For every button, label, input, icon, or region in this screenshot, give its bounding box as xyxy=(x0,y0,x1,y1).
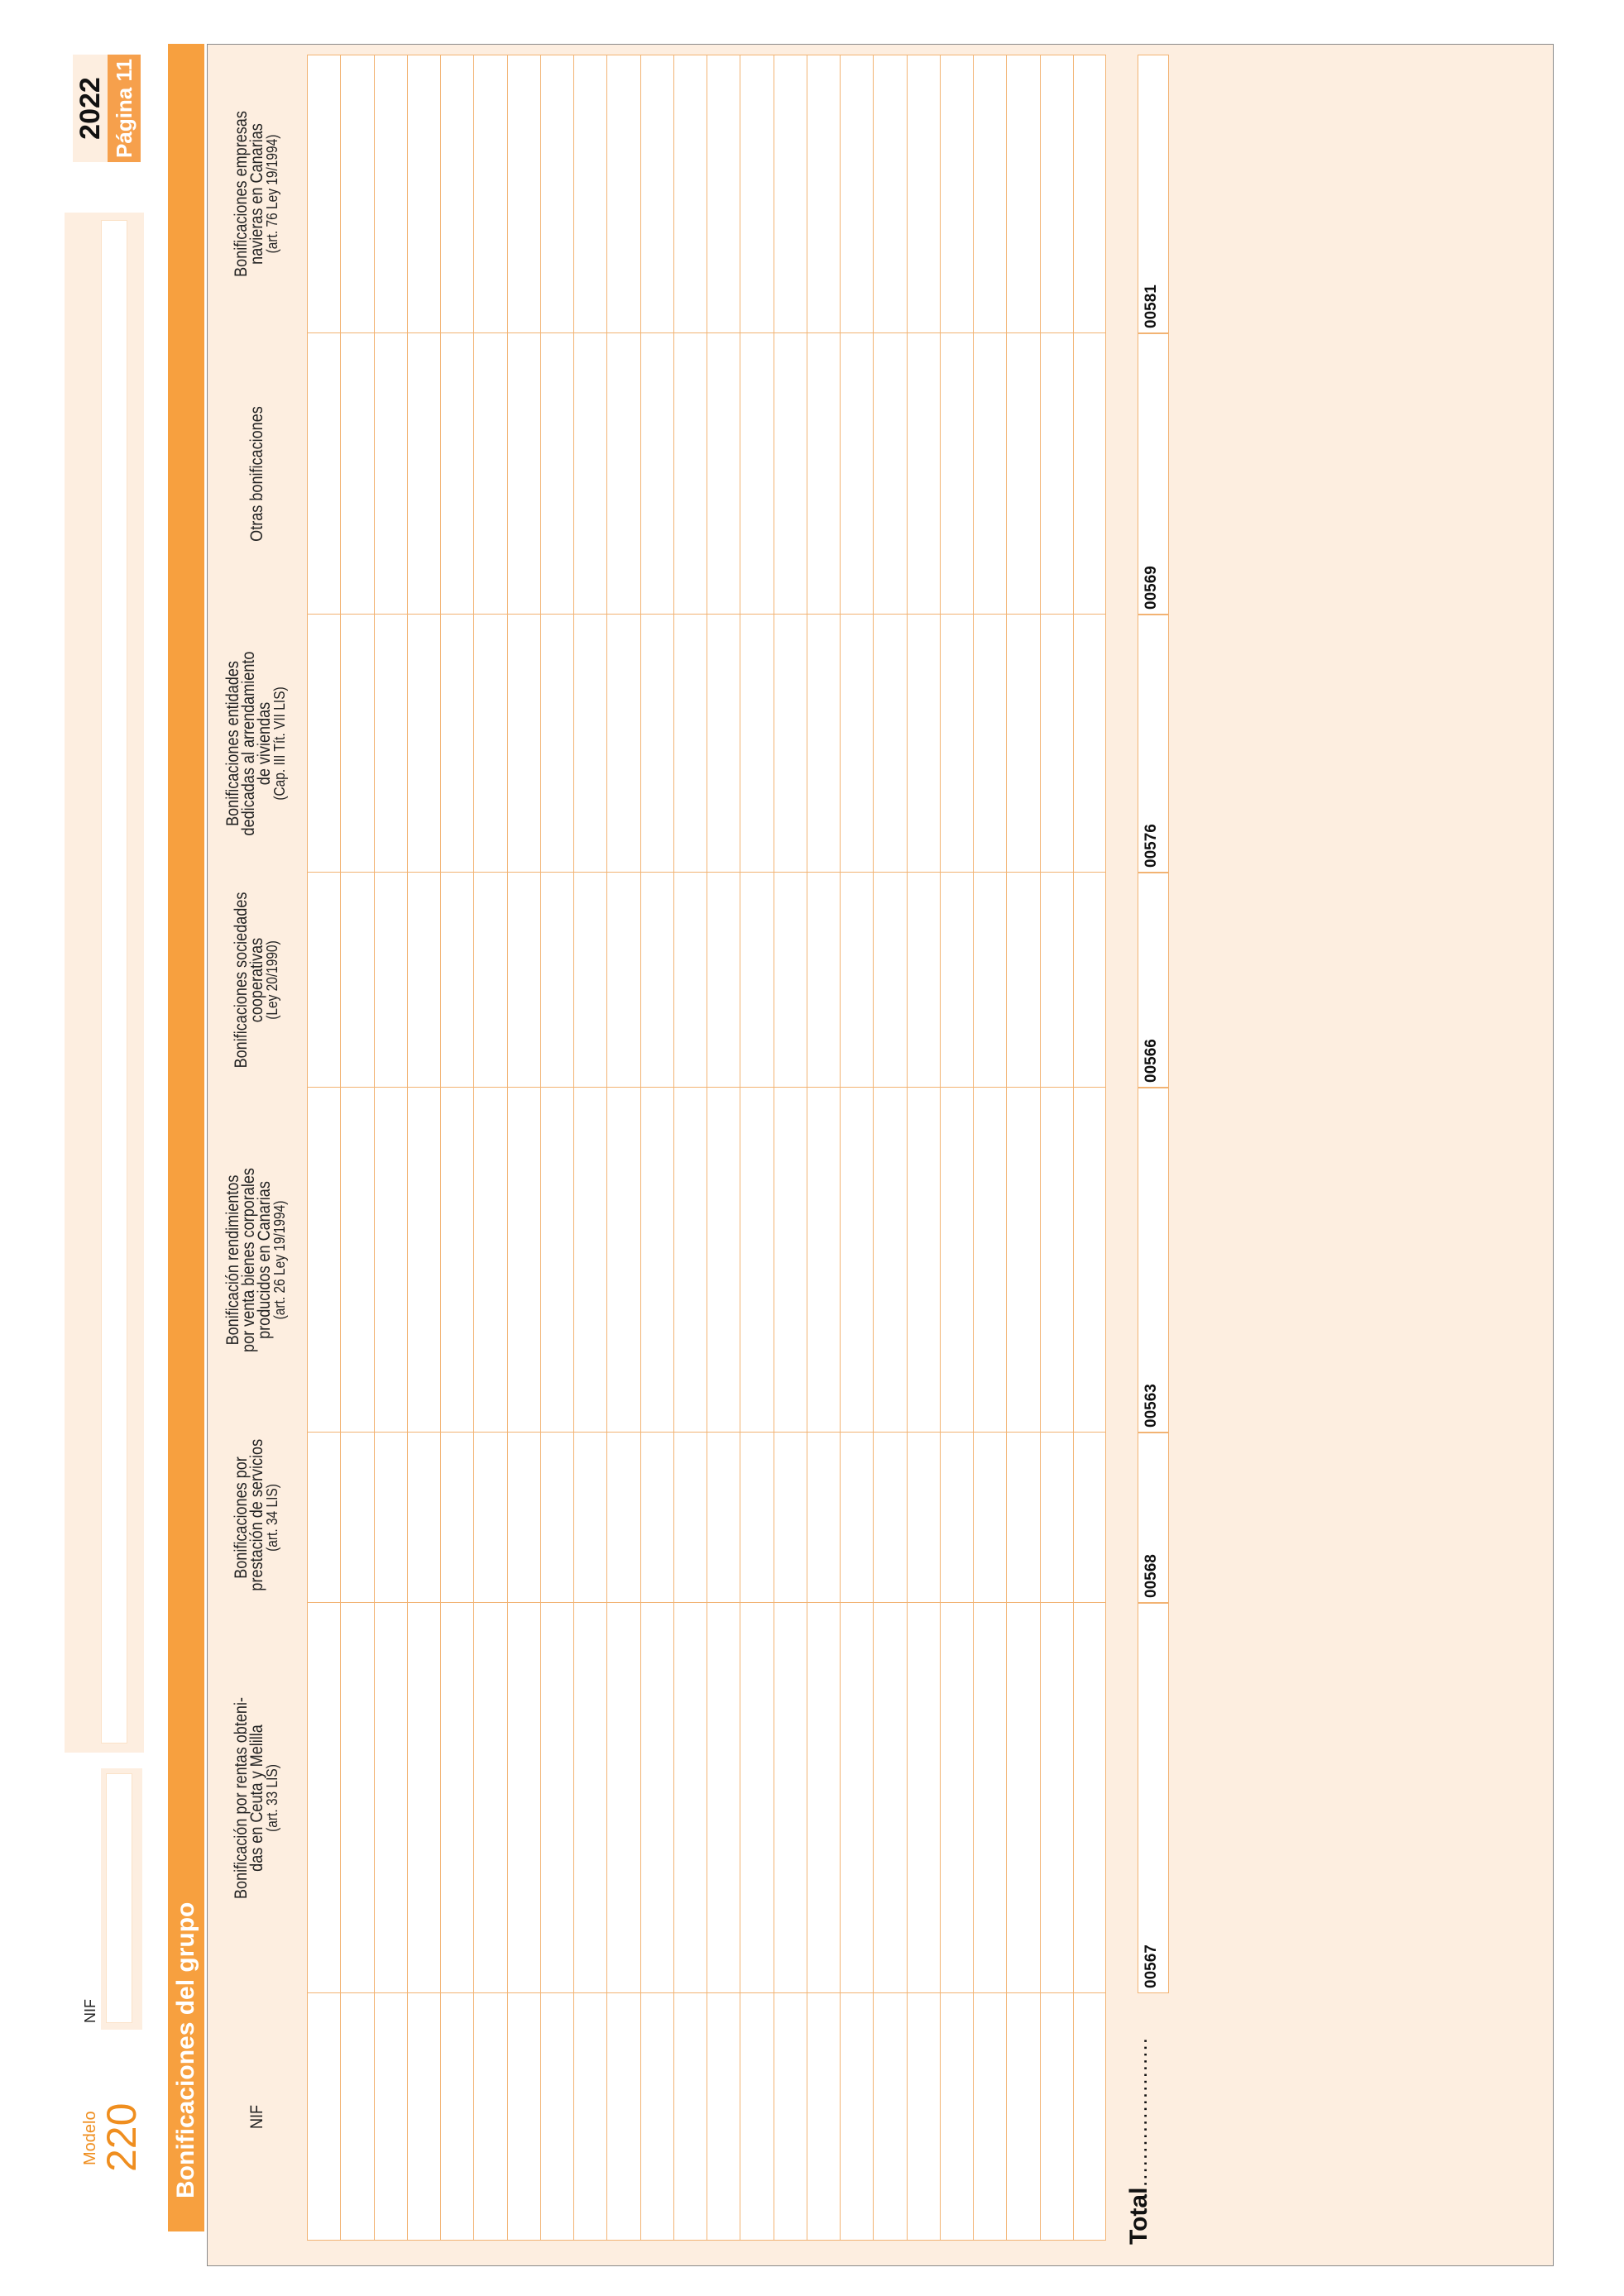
amount-cell[interactable] xyxy=(508,1433,539,1602)
amount-cell[interactable] xyxy=(1007,55,1038,332)
amount-cell[interactable] xyxy=(441,873,472,1087)
nif-cell[interactable] xyxy=(1041,1994,1072,2240)
total-input[interactable] xyxy=(1138,1603,1169,1993)
amount-cell[interactable] xyxy=(774,1433,806,1602)
amount-cell[interactable] xyxy=(474,873,505,1087)
amount-cell[interactable] xyxy=(641,1433,673,1602)
amount-cell[interactable] xyxy=(674,55,706,332)
amount-cell[interactable] xyxy=(1041,1088,1072,1432)
amount-cell[interactable] xyxy=(641,334,673,614)
amount-cell[interactable] xyxy=(674,1433,706,1602)
column-header-reference: (art. 33 LIS) xyxy=(263,1764,280,1832)
amount-cell[interactable] xyxy=(1041,1604,1072,1992)
amount-cell[interactable] xyxy=(508,334,539,614)
amount-cell[interactable] xyxy=(641,873,673,1087)
nif-input[interactable] xyxy=(106,1773,132,2023)
amount-cell[interactable] xyxy=(341,55,372,332)
amount-cell[interactable] xyxy=(574,1088,606,1432)
amount-cell[interactable] xyxy=(441,334,472,614)
amount-cell[interactable] xyxy=(941,334,972,614)
denominacion-input[interactable] xyxy=(101,220,127,1744)
amount-cell[interactable] xyxy=(408,55,439,332)
amount-cell[interactable] xyxy=(607,1604,639,1992)
amount-cell[interactable] xyxy=(641,615,673,872)
nif-label: NIF xyxy=(82,1999,98,2023)
amount-cell[interactable] xyxy=(541,1433,572,1602)
amount-cell[interactable] xyxy=(408,1604,439,1992)
amount-cell[interactable] xyxy=(807,873,839,1087)
amount-cell[interactable] xyxy=(375,1088,406,1432)
amount-cell[interactable] xyxy=(408,873,439,1087)
amount-cell[interactable] xyxy=(641,55,673,332)
amount-cell[interactable] xyxy=(1007,873,1038,1087)
column-header-reference: (art. 76 Ley 19/1994) xyxy=(263,134,280,254)
column-header-reference: (art. 34 LIS) xyxy=(263,1484,280,1552)
amount-cell[interactable] xyxy=(707,1433,739,1602)
column-header-line: navieras en Canarias xyxy=(247,123,266,265)
amount-cell[interactable] xyxy=(807,55,839,332)
amount-cell[interactable] xyxy=(508,1604,539,1992)
column-header xyxy=(225,1112,288,1409)
amount-cell[interactable] xyxy=(874,1604,905,1992)
amount-cell[interactable] xyxy=(1041,615,1072,872)
amount-cell[interactable] xyxy=(941,1433,972,1602)
amount-cell[interactable] xyxy=(441,1604,472,1992)
nif-cell[interactable] xyxy=(1007,1994,1038,2240)
nif-cell[interactable] xyxy=(441,1994,472,2240)
amount-cell[interactable] xyxy=(974,55,1005,332)
amount-cell[interactable] xyxy=(707,1088,739,1432)
amount-cell[interactable] xyxy=(474,1088,505,1432)
amount-cell[interactable] xyxy=(541,873,572,1087)
nif-cell[interactable] xyxy=(607,1994,639,2240)
amount-cell[interactable] xyxy=(308,334,339,614)
nif-cell[interactable] xyxy=(841,1994,872,2240)
column-header xyxy=(225,633,288,854)
amount-cell[interactable] xyxy=(641,1088,673,1432)
nif-cell[interactable] xyxy=(574,1994,606,2240)
section-band xyxy=(168,44,204,2231)
column-header-line: prestación de servicios xyxy=(247,1438,266,1591)
amount-cell[interactable] xyxy=(508,615,539,872)
amount-cell[interactable] xyxy=(574,873,606,1087)
amount-cell[interactable] xyxy=(408,1433,439,1602)
amount-cell[interactable] xyxy=(541,55,572,332)
amount-cell[interactable] xyxy=(707,334,739,614)
amount-cell[interactable] xyxy=(740,334,772,614)
amount-cell[interactable] xyxy=(908,1088,939,1432)
amount-cell[interactable] xyxy=(974,1088,1005,1432)
amount-cell[interactable] xyxy=(941,1088,972,1432)
nif-cell[interactable] xyxy=(641,1994,673,2240)
amount-cell[interactable] xyxy=(441,615,472,872)
amount-cell[interactable] xyxy=(707,873,739,1087)
year-text: 2022 xyxy=(74,77,106,140)
amount-cell[interactable] xyxy=(874,615,905,872)
amount-cell[interactable] xyxy=(1074,1433,1105,1602)
amount-cell[interactable] xyxy=(441,55,472,332)
amount-cell[interactable] xyxy=(441,1433,472,1602)
amount-cell[interactable] xyxy=(707,55,739,332)
amount-cell[interactable] xyxy=(774,615,806,872)
amount-cell[interactable] xyxy=(607,1088,639,1432)
amount-cell[interactable] xyxy=(941,1604,972,1992)
amount-cell[interactable] xyxy=(375,1604,406,1992)
amount-cell[interactable] xyxy=(974,1433,1005,1602)
amount-cell[interactable] xyxy=(341,873,372,1087)
amount-cell[interactable] xyxy=(541,1604,572,1992)
column-header-line: producidos en Canarias xyxy=(255,1181,274,1339)
amount-cell[interactable] xyxy=(841,55,872,332)
total-code: 00566 xyxy=(1143,1039,1160,1083)
amount-cell[interactable] xyxy=(474,1604,505,1992)
amount-cell[interactable] xyxy=(574,1604,606,1992)
amount-cell[interactable] xyxy=(841,615,872,872)
amount-cell[interactable] xyxy=(308,873,339,1087)
amount-cell[interactable] xyxy=(874,334,905,614)
amount-cell[interactable] xyxy=(674,1604,706,1992)
amount-cell[interactable] xyxy=(474,1433,505,1602)
nif-cell[interactable] xyxy=(375,1994,406,2240)
amount-cell[interactable] xyxy=(1074,1088,1105,1432)
amount-cell[interactable] xyxy=(807,1433,839,1602)
column-header xyxy=(249,2011,265,2223)
amount-cell[interactable] xyxy=(474,334,505,614)
amount-cell[interactable] xyxy=(841,334,872,614)
amount-cell[interactable] xyxy=(941,55,972,332)
column-header-line: Bonificaciones entidades xyxy=(223,661,242,826)
amount-cell[interactable] xyxy=(674,873,706,1087)
nif-cell[interactable] xyxy=(341,1994,372,2240)
amount-cell[interactable] xyxy=(674,615,706,872)
amount-cell[interactable] xyxy=(740,1433,772,1602)
nif-cell[interactable] xyxy=(908,1994,939,2240)
amount-cell[interactable] xyxy=(841,1088,872,1432)
amount-cell[interactable] xyxy=(874,55,905,332)
amount-cell[interactable] xyxy=(941,615,972,872)
modelo-label: Modelo xyxy=(81,2111,99,2165)
amount-cell[interactable] xyxy=(841,873,872,1087)
total-label: Total xyxy=(1125,2187,1152,2245)
amount-cell[interactable] xyxy=(674,1088,706,1432)
amount-cell[interactable] xyxy=(574,334,606,614)
total-code: 00569 xyxy=(1143,566,1160,610)
amount-cell[interactable] xyxy=(941,873,972,1087)
total-input[interactable] xyxy=(1138,1088,1169,1433)
bonificaciones-table xyxy=(307,55,1106,2241)
nif-cell[interactable] xyxy=(541,1994,572,2240)
total-code: 00567 xyxy=(1143,1944,1160,1988)
amount-cell[interactable] xyxy=(740,615,772,872)
amount-cell[interactable] xyxy=(807,334,839,614)
column-header-line: por venta bienes corporales xyxy=(239,1168,258,1352)
amount-cell[interactable] xyxy=(1041,334,1072,614)
column-header-reference: (art. 26 Ley 19/1994) xyxy=(271,1200,288,1320)
amount-cell[interactable] xyxy=(341,334,372,614)
nif-cell[interactable] xyxy=(408,1994,439,2240)
amount-cell[interactable] xyxy=(308,55,339,332)
amount-cell[interactable] xyxy=(541,1088,572,1432)
column-header-line: Otras bonificaciones xyxy=(247,406,266,542)
amount-cell[interactable] xyxy=(874,873,905,1087)
amount-cell[interactable] xyxy=(974,334,1005,614)
amount-cell[interactable] xyxy=(1074,55,1105,332)
amount-cell[interactable] xyxy=(574,1433,606,1602)
column-header-line: Bonificaciones empresas xyxy=(231,111,251,277)
column-header-line: de viviendas xyxy=(255,701,274,786)
amount-cell[interactable] xyxy=(841,1433,872,1602)
column-header xyxy=(233,887,280,1073)
amount-cell[interactable] xyxy=(341,1604,372,1992)
amount-cell[interactable] xyxy=(774,873,806,1087)
amount-cell[interactable] xyxy=(740,873,772,1087)
amount-cell[interactable] xyxy=(707,615,739,872)
amount-cell[interactable] xyxy=(740,55,772,332)
amount-cell[interactable] xyxy=(1007,615,1038,872)
amount-cell[interactable] xyxy=(375,615,406,872)
amount-cell[interactable] xyxy=(375,1433,406,1602)
amount-cell[interactable] xyxy=(908,55,939,332)
amount-cell[interactable] xyxy=(1074,334,1105,614)
amount-cell[interactable] xyxy=(341,1088,372,1432)
section-title: Bonificaciones del grupo xyxy=(172,1901,199,2198)
amount-cell[interactable] xyxy=(774,55,806,332)
amount-cell[interactable] xyxy=(474,615,505,872)
amount-cell[interactable] xyxy=(1007,1433,1038,1602)
amount-cell[interactable] xyxy=(908,1433,939,1602)
column-header-reference: (Cap. III Tít. VII LIS) xyxy=(271,686,288,801)
amount-cell[interactable] xyxy=(375,334,406,614)
amount-cell[interactable] xyxy=(874,1088,905,1432)
amount-cell[interactable] xyxy=(441,1088,472,1432)
amount-cell[interactable] xyxy=(908,615,939,872)
amount-cell[interactable] xyxy=(1041,873,1072,1087)
column-header-line: cooperativas xyxy=(247,937,266,1023)
nif-cell[interactable] xyxy=(508,1994,539,2240)
amount-cell[interactable] xyxy=(341,615,372,872)
amount-cell[interactable] xyxy=(807,1604,839,1992)
amount-cell[interactable] xyxy=(308,1604,339,1992)
amount-cell[interactable] xyxy=(308,615,339,872)
amount-cell[interactable] xyxy=(807,1088,839,1432)
amount-cell[interactable] xyxy=(908,873,939,1087)
nif-cell[interactable] xyxy=(740,1994,772,2240)
column-header xyxy=(233,1630,280,1966)
amount-cell[interactable] xyxy=(607,55,639,332)
amount-cell[interactable] xyxy=(774,334,806,614)
amount-cell[interactable] xyxy=(1041,1433,1072,1602)
year-box xyxy=(73,55,108,162)
amount-cell[interactable] xyxy=(1041,55,1072,332)
column-header-line: Bonificación rendimientos xyxy=(223,1174,242,1346)
amount-cell[interactable] xyxy=(641,1604,673,1992)
amount-cell[interactable] xyxy=(574,55,606,332)
amount-cell[interactable] xyxy=(375,55,406,332)
nif-cell[interactable] xyxy=(474,1994,505,2240)
amount-cell[interactable] xyxy=(1007,1604,1038,1992)
amount-cell[interactable] xyxy=(974,615,1005,872)
column-header-line: das en Ceuta y Melilla xyxy=(247,1724,266,1872)
nif-cell[interactable] xyxy=(774,1994,806,2240)
amount-cell[interactable] xyxy=(508,1088,539,1432)
amount-cell[interactable] xyxy=(1007,1088,1038,1432)
column-header xyxy=(233,74,280,314)
amount-cell[interactable] xyxy=(674,334,706,614)
amount-cell[interactable] xyxy=(774,1088,806,1432)
amount-cell[interactable] xyxy=(308,1088,339,1432)
total-code: 00581 xyxy=(1143,285,1160,328)
total-code: 00568 xyxy=(1143,1554,1160,1598)
nif-cell[interactable] xyxy=(941,1994,972,2240)
nif-cell[interactable] xyxy=(874,1994,905,2240)
amount-cell[interactable] xyxy=(841,1604,872,1992)
amount-cell[interactable] xyxy=(607,334,639,614)
column-header-line: dedicadas al arrendamiento xyxy=(239,651,258,836)
amount-cell[interactable] xyxy=(408,615,439,872)
nif-cell[interactable] xyxy=(974,1994,1005,2240)
nif-cell[interactable] xyxy=(807,1994,839,2240)
amount-cell[interactable] xyxy=(541,334,572,614)
amount-cell[interactable] xyxy=(508,55,539,332)
amount-cell[interactable] xyxy=(874,1433,905,1602)
amount-cell[interactable] xyxy=(375,873,406,1087)
amount-cell[interactable] xyxy=(908,1604,939,1992)
column-header-line: Bonificación por rentas obteni- xyxy=(231,1697,251,1899)
amount-cell[interactable] xyxy=(774,1604,806,1992)
amount-cell[interactable] xyxy=(707,1604,739,1992)
page-indicator: Página 11 xyxy=(108,55,141,162)
column-header-reference: (Ley 20/1990) xyxy=(263,940,280,1020)
amount-cell[interactable] xyxy=(1074,873,1105,1087)
amount-cell[interactable] xyxy=(807,615,839,872)
total-code: 00563 xyxy=(1143,1384,1160,1428)
column-header-line: Bonificaciones por xyxy=(231,1457,251,1579)
amount-cell[interactable] xyxy=(607,615,639,872)
amount-cell[interactable] xyxy=(974,1604,1005,1992)
amount-cell[interactable] xyxy=(1074,615,1105,872)
column-header-line: NIF xyxy=(247,2104,266,2130)
amount-cell[interactable] xyxy=(740,1088,772,1432)
amount-cell[interactable] xyxy=(474,55,505,332)
amount-cell[interactable] xyxy=(1007,334,1038,614)
amount-cell[interactable] xyxy=(574,615,606,872)
amount-cell[interactable] xyxy=(541,615,572,872)
nif-cell[interactable] xyxy=(1074,1994,1105,2240)
total-code: 00576 xyxy=(1143,824,1160,868)
column-header xyxy=(231,1438,280,1591)
amount-cell[interactable] xyxy=(1074,1604,1105,1992)
modelo-number: 220 xyxy=(98,2102,145,2172)
amount-cell[interactable] xyxy=(408,1088,439,1432)
amount-cell[interactable] xyxy=(607,873,639,1087)
total-dots: ...................... xyxy=(1127,2037,1152,2187)
amount-cell[interactable] xyxy=(408,334,439,614)
nif-cell[interactable] xyxy=(707,1994,739,2240)
column-header xyxy=(249,353,265,595)
column-header-line: Bonificaciones sociedades xyxy=(231,892,251,1069)
nif-cell[interactable] xyxy=(308,1994,339,2240)
amount-cell[interactable] xyxy=(974,873,1005,1087)
nif-cell[interactable] xyxy=(674,1994,706,2240)
amount-cell[interactable] xyxy=(607,1433,639,1602)
amount-cell[interactable] xyxy=(740,1604,772,1992)
amount-cell[interactable] xyxy=(508,873,539,1087)
amount-cell[interactable] xyxy=(908,334,939,614)
amount-cell[interactable] xyxy=(308,1433,339,1602)
row-divider xyxy=(1105,55,1106,2241)
amount-cell[interactable] xyxy=(341,1433,372,1602)
